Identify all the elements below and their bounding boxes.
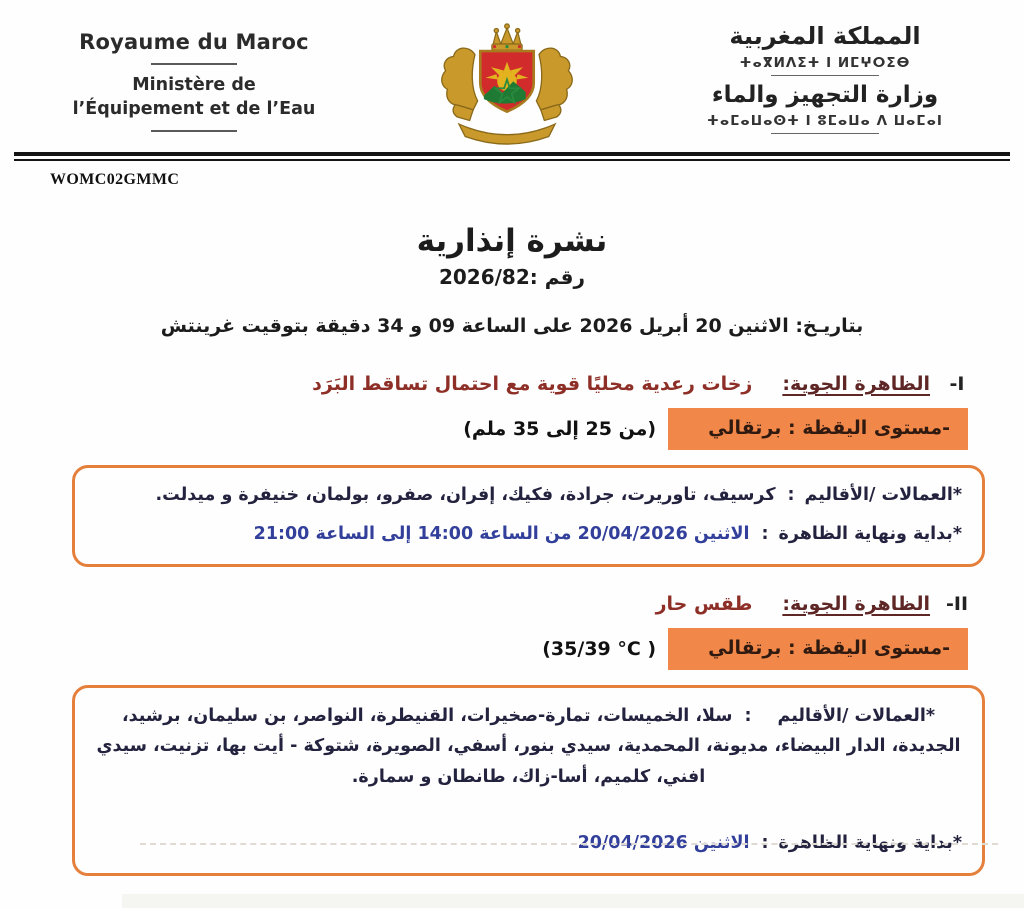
kingdom-name-ar: المملكة المغربية: [729, 22, 921, 50]
provinces-box: [72, 685, 985, 876]
ministry-name-fr-line1: Ministère de: [132, 75, 256, 95]
separator: :: [761, 832, 769, 853]
phenomenon-label: الظاهرة الجوية:: [782, 373, 930, 395]
section-numeral: -II: [945, 592, 969, 615]
separator: :: [787, 485, 795, 505]
divider: [771, 75, 879, 76]
vigilance-row: [0, 628, 968, 670]
provinces-label: *العمالات /الأقاليم: [804, 485, 962, 505]
bulletin-date: بتاريـخ: الاثنين 20 أبريل 2026 على الساعة 09 و 34 دقيقة بتوقيت غرينتش: [160, 315, 864, 337]
period-value: الاثنين 20/04/2026 من الساعة 14:00 إلى الساعة 21:00: [253, 523, 750, 544]
kingdom-name-fr: Royaume du Maroc: [79, 30, 309, 54]
header-arabic-block: [660, 14, 990, 140]
header-french-block: [34, 14, 354, 141]
provinces-box: [72, 465, 985, 567]
section-2: [0, 593, 1024, 876]
bulletin-title: نشرة إنذارية: [416, 223, 608, 259]
separator: :: [744, 705, 752, 726]
phenomenon-row: [0, 593, 1024, 615]
kingdom-name-tifinagh: ⵜⴰⴳⵍⴷⵉⵜ ⵏ ⵍⵎⵖⵔⵉⴱ: [739, 55, 911, 71]
provinces-value: كرسيف، تاوريرت، جرادة، فكيك، إفران، صفرو، بولمان، خنيفرة و ميدلت.: [155, 485, 776, 505]
vigilance-detail: (35/39 °C ): [542, 637, 657, 660]
section-1: [0, 373, 1024, 567]
provinces-row: [95, 481, 962, 510]
doc-code: WOMC02GMMC: [50, 171, 180, 188]
bulletin-number: رقم :2026/82: [438, 265, 586, 289]
phenomenon-value: طقس حار: [655, 592, 753, 615]
period-value: الاثنين 20/04/2026: [577, 832, 750, 853]
coat-of-arms-icon: [418, 14, 596, 154]
divider: [151, 130, 237, 132]
phenomenon-value: زخات رعدية محليًا قوية مع احتمال تساقط البَرَد: [312, 373, 753, 395]
divider: [151, 63, 237, 65]
provinces-label: *العمالات /الأقاليم: [777, 705, 936, 726]
provinces-row: [95, 701, 962, 793]
phenomenon-row: [0, 373, 1024, 395]
footer-bar: [122, 894, 1024, 908]
section-numeral: -I: [949, 373, 965, 395]
separator: :: [761, 523, 769, 544]
provinces-value: سلا، الخميسات، تمارة-صخيرات، القنيطرة، النواصر، بن سليمان، برشيد، الجديدة، الدار البيضاء، مديونة، المحمدية، سيدي بنور، أسفي، الصويرة، شتوكة - أيت بها، تزنيت، سيدي افني، كلميم، أسا-زاك، طانطان و سمارة.: [96, 705, 961, 787]
divider: [771, 133, 879, 134]
ministry-name-fr-line2: l’Équipement et de l’Eau: [72, 98, 316, 119]
vigilance-banner: -مستوى اليقظة : برتقالي: [668, 628, 968, 670]
vigilance-detail: (من 25 إلى 35 ملم): [463, 418, 657, 440]
footer-dashed-line: [140, 843, 998, 845]
phenomenon-label: الظاهرة الجوية:: [782, 592, 930, 615]
period-row: [95, 520, 962, 549]
vigilance-row: [0, 408, 968, 450]
period-label: *بداية ونهاية الظاهرة: [778, 832, 962, 853]
vigilance-banner: -مستوى اليقظة : برتقالي: [668, 408, 968, 450]
period-label: *بداية ونهاية الظاهرة: [778, 523, 962, 544]
ministry-name-tifinagh: ⵜⴰⵎⴰⵡⴰⵙⵜ ⵏ ⵓⵎⴰⵡⴰ ⴷ ⵡⴰⵎⴰⵏ: [707, 113, 943, 129]
document-header: [0, 0, 1024, 150]
coat-of-arms: [412, 14, 602, 154]
ministry-name-ar: وزارة التجهيز والماء: [711, 82, 939, 108]
